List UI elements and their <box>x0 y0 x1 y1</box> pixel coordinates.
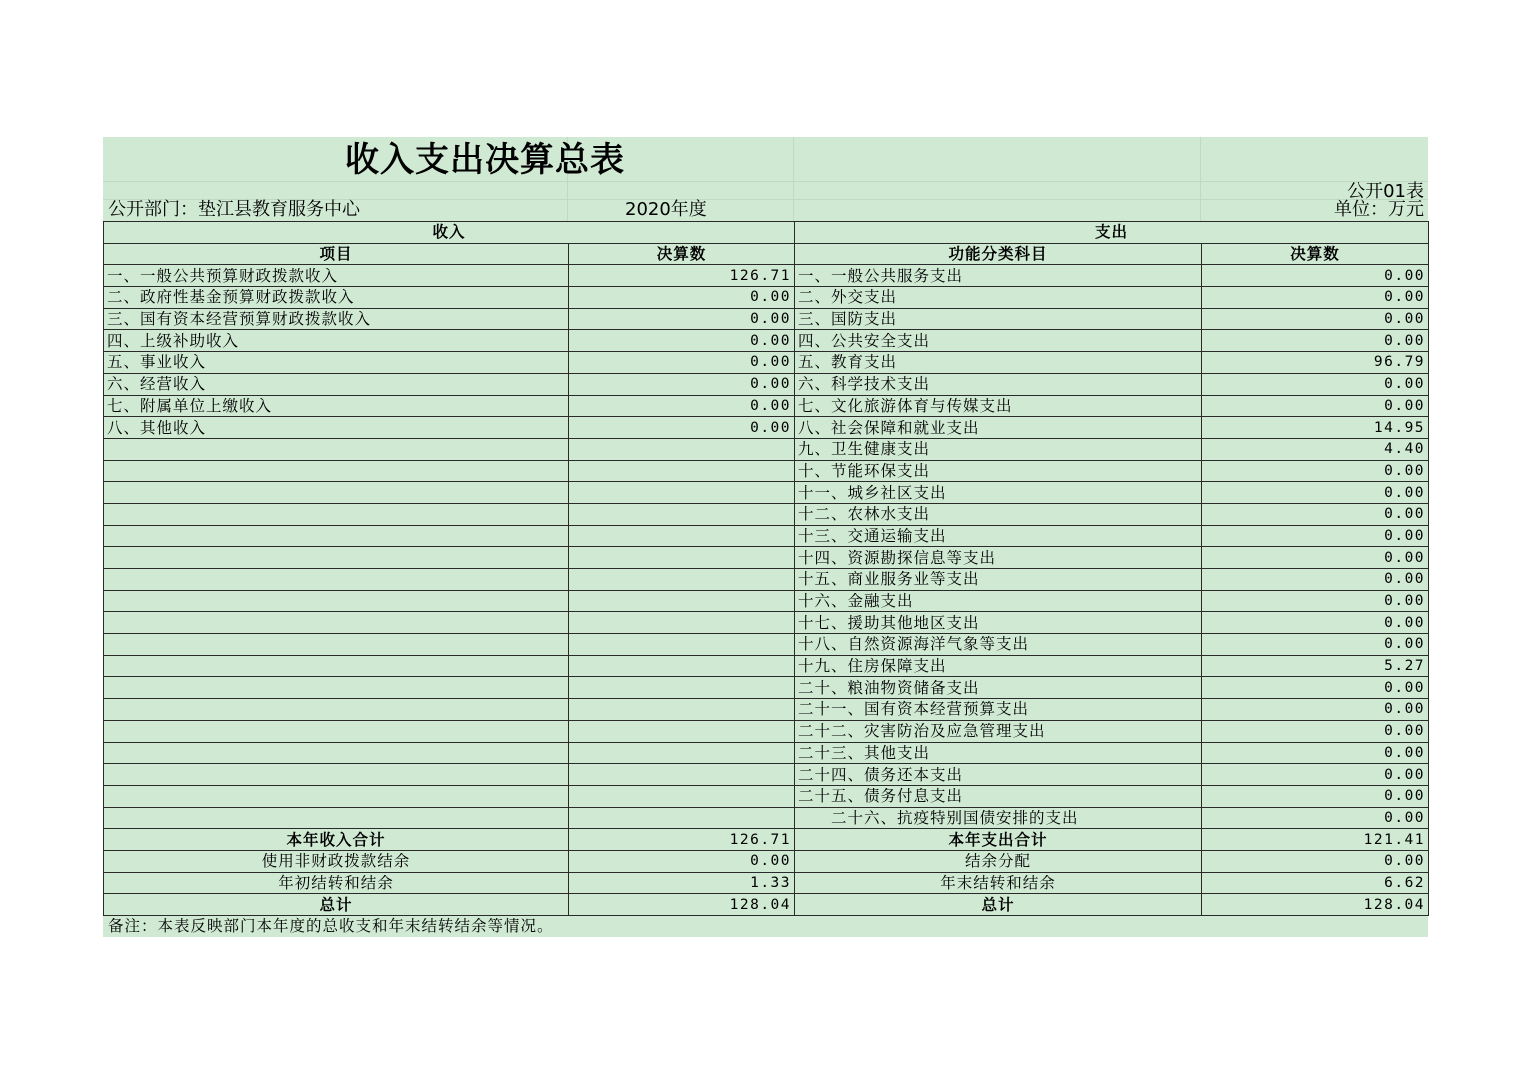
income-item-cell <box>104 677 569 699</box>
table-row <box>104 547 1429 569</box>
expense-item-cell: 十六、金融支出 <box>795 590 1202 612</box>
income-amount-cell <box>569 655 795 677</box>
table-row <box>104 742 1429 764</box>
table-row <box>104 764 1429 786</box>
income-amount-header: 决算数 <box>569 243 795 265</box>
expense-item-cell: 十、节能环保支出 <box>795 460 1202 482</box>
income-amount-cell <box>569 460 795 482</box>
income-amount-cell: 126.71 <box>569 265 795 287</box>
income-item-cell <box>104 699 569 721</box>
table-row <box>104 308 1429 330</box>
unit-label: 单位：万元 <box>1334 199 1424 220</box>
year-label: 2020年度 <box>625 199 707 220</box>
table-row <box>104 438 1429 460</box>
income-amount-cell: 0.00 <box>569 352 795 374</box>
expense-amount-cell: 0.00 <box>1202 395 1429 417</box>
table-row <box>104 590 1429 612</box>
expense-item-cell: 三、国防支出 <box>795 308 1202 330</box>
income-summary-label: 年初结转和结余 <box>104 872 569 894</box>
summary-row <box>104 850 1429 872</box>
table-row <box>104 395 1429 417</box>
expense-amount-header: 决算数 <box>1202 243 1429 265</box>
income-summary-label: 本年收入合计 <box>104 829 569 851</box>
expense-amount-cell: 0.00 <box>1202 330 1429 352</box>
income-amount-cell <box>569 807 795 829</box>
table-row <box>104 634 1429 656</box>
income-amount-cell <box>569 764 795 786</box>
table-row <box>104 287 1429 309</box>
table-row <box>104 677 1429 699</box>
expense-amount-cell: 0.00 <box>1202 482 1429 504</box>
expense-summary-value: 0.00 <box>1202 850 1429 872</box>
income-item-cell: 八、其他收入 <box>104 417 569 439</box>
table-row <box>104 612 1429 634</box>
income-summary-value: 128.04 <box>569 894 795 916</box>
expense-item-cell: 二、外交支出 <box>795 287 1202 309</box>
income-summary-value: 0.00 <box>569 850 795 872</box>
income-amount-cell <box>569 699 795 721</box>
expense-item-cell: 二十四、债务还本支出 <box>795 764 1202 786</box>
expense-item-cell: 十三、交通运输支出 <box>795 525 1202 547</box>
income-amount-cell <box>569 590 795 612</box>
income-amount-cell: 0.00 <box>569 287 795 309</box>
income-item-cell <box>104 438 569 460</box>
income-item-cell <box>104 634 569 656</box>
income-amount-cell <box>569 482 795 504</box>
table-row <box>104 265 1429 287</box>
expense-item-cell: 十一、城乡社区支出 <box>795 482 1202 504</box>
expense-amount-cell: 0.00 <box>1202 590 1429 612</box>
expense-item-cell: 一、一般公共服务支出 <box>795 265 1202 287</box>
table-row <box>104 807 1429 829</box>
income-amount-cell <box>569 612 795 634</box>
expense-item-cell: 二十三、其他支出 <box>795 742 1202 764</box>
income-amount-cell <box>569 503 795 525</box>
summary-row <box>104 894 1429 916</box>
income-summary-value: 126.71 <box>569 829 795 851</box>
income-amount-cell <box>569 785 795 807</box>
income-item-cell <box>104 525 569 547</box>
expense-summary-value: 6.62 <box>1202 872 1429 894</box>
expense-item-cell: 十八、自然资源海洋气象等支出 <box>795 634 1202 656</box>
expense-item-header: 功能分类科目 <box>795 243 1202 265</box>
expense-amount-cell: 4.40 <box>1202 438 1429 460</box>
income-amount-cell <box>569 677 795 699</box>
income-item-cell: 二、政府性基金预算财政拨款收入 <box>104 287 569 309</box>
income-item-cell <box>104 655 569 677</box>
income-item-cell <box>104 547 569 569</box>
income-amount-cell: 0.00 <box>569 330 795 352</box>
income-amount-cell: 0.00 <box>569 395 795 417</box>
income-item-cell: 七、附属单位上缴收入 <box>104 395 569 417</box>
summary-row <box>104 829 1429 851</box>
table-row <box>104 785 1429 807</box>
income-item-cell: 五、事业收入 <box>104 352 569 374</box>
income-section-header: 收入 <box>104 222 795 244</box>
income-amount-cell: 0.00 <box>569 308 795 330</box>
table-row <box>104 373 1429 395</box>
income-item-header: 项目 <box>104 243 569 265</box>
income-summary-label: 使用非财政拨款结余 <box>104 850 569 872</box>
expense-summary-value: 128.04 <box>1202 894 1429 916</box>
expense-item-cell: 十四、资源勘探信息等支出 <box>795 547 1202 569</box>
income-item-cell: 一、一般公共预算财政拨款收入 <box>104 265 569 287</box>
expense-summary-label: 结余分配 <box>795 850 1202 872</box>
income-item-cell <box>104 764 569 786</box>
expense-amount-cell: 0.00 <box>1202 547 1429 569</box>
table-row <box>104 330 1429 352</box>
income-item-cell: 四、上级补助收入 <box>104 330 569 352</box>
table-row <box>104 569 1429 591</box>
expense-item-cell: 二十一、国有资本经营预算支出 <box>795 699 1202 721</box>
expense-amount-cell: 0.00 <box>1202 699 1429 721</box>
table-row <box>104 655 1429 677</box>
expense-amount-cell: 0.00 <box>1202 612 1429 634</box>
income-amount-cell <box>569 742 795 764</box>
table-number: 公开01表 <box>1347 181 1424 202</box>
expense-amount-cell: 0.00 <box>1202 764 1429 786</box>
expense-item-cell: 二十六、抗疫特别国债安排的支出 <box>795 807 1202 829</box>
expense-amount-cell: 0.00 <box>1202 785 1429 807</box>
expense-item-cell: 二十二、灾害防治及应急管理支出 <box>795 720 1202 742</box>
income-amount-cell <box>569 634 795 656</box>
income-item-cell <box>104 720 569 742</box>
expense-amount-cell: 0.00 <box>1202 265 1429 287</box>
table-row <box>104 699 1429 721</box>
income-item-cell <box>104 482 569 504</box>
income-amount-cell: 0.00 <box>569 373 795 395</box>
income-item-cell <box>104 460 569 482</box>
expense-amount-cell: 14.95 <box>1202 417 1429 439</box>
spreadsheet <box>103 137 1428 937</box>
table-row <box>104 525 1429 547</box>
table-row <box>104 482 1429 504</box>
expense-amount-cell: 0.00 <box>1202 503 1429 525</box>
expense-amount-cell: 0.00 <box>1202 807 1429 829</box>
table-row <box>104 720 1429 742</box>
expense-item-cell: 七、文化旅游体育与传媒支出 <box>795 395 1202 417</box>
column-header-row <box>104 243 1429 265</box>
expense-amount-cell: 96.79 <box>1202 352 1429 374</box>
budget-table <box>103 221 1429 916</box>
income-item-cell <box>104 742 569 764</box>
income-item-cell <box>104 785 569 807</box>
table-row <box>104 503 1429 525</box>
expense-item-cell: 十二、农林水支出 <box>795 503 1202 525</box>
expense-amount-cell: 0.00 <box>1202 742 1429 764</box>
income-amount-cell: 0.00 <box>569 417 795 439</box>
summary-row <box>104 872 1429 894</box>
table-row <box>104 460 1429 482</box>
expense-item-cell: 二十五、债务付息支出 <box>795 785 1202 807</box>
income-amount-cell <box>569 547 795 569</box>
expense-summary-label: 本年支出合计 <box>795 829 1202 851</box>
expense-summary-value: 121.41 <box>1202 829 1429 851</box>
section-header-row <box>104 222 1429 244</box>
expense-item-cell: 二十、粮油物资储备支出 <box>795 677 1202 699</box>
income-item-cell <box>104 807 569 829</box>
income-amount-cell <box>569 525 795 547</box>
income-amount-cell <box>569 569 795 591</box>
income-item-cell: 三、国有资本经营预算财政拨款收入 <box>104 308 569 330</box>
income-item-cell <box>104 569 569 591</box>
expense-amount-cell: 0.00 <box>1202 373 1429 395</box>
department-label: 公开部门：垫江县教育服务中心 <box>108 199 360 220</box>
expense-item-cell: 十九、住房保障支出 <box>795 655 1202 677</box>
table-row <box>104 417 1429 439</box>
expense-amount-cell: 0.00 <box>1202 308 1429 330</box>
expense-amount-cell: 0.00 <box>1202 460 1429 482</box>
expense-amount-cell: 0.00 <box>1202 720 1429 742</box>
income-summary-label: 总计 <box>104 894 569 916</box>
expense-item-cell: 十五、商业服务业等支出 <box>795 569 1202 591</box>
income-item-cell <box>104 590 569 612</box>
expense-item-cell: 十七、援助其他地区支出 <box>795 612 1202 634</box>
expense-amount-cell: 0.00 <box>1202 569 1429 591</box>
expense-amount-cell: 0.00 <box>1202 287 1429 309</box>
expense-item-cell: 四、公共安全支出 <box>795 330 1202 352</box>
income-item-cell: 六、经营收入 <box>104 373 569 395</box>
expense-amount-cell: 0.00 <box>1202 677 1429 699</box>
expense-item-cell: 九、卫生健康支出 <box>795 438 1202 460</box>
income-item-cell <box>104 503 569 525</box>
income-amount-cell <box>569 438 795 460</box>
expense-summary-label: 总计 <box>795 894 1202 916</box>
expense-item-cell: 八、社会保障和就业支出 <box>795 417 1202 439</box>
table-row <box>104 352 1429 374</box>
expense-item-cell: 五、教育支出 <box>795 352 1202 374</box>
expense-section-header: 支出 <box>795 222 1429 244</box>
footnote: 备注：本表反映部门本年度的总收支和年末结转结余等情况。 <box>108 917 554 935</box>
expense-item-cell: 六、科学技术支出 <box>795 373 1202 395</box>
income-amount-cell <box>569 720 795 742</box>
expense-amount-cell: 0.00 <box>1202 525 1429 547</box>
page-title: 收入支出决算总表 <box>345 140 625 180</box>
expense-amount-cell: 0.00 <box>1202 634 1429 656</box>
sheet-header <box>103 137 1428 221</box>
expense-summary-label: 年末结转和结余 <box>795 872 1202 894</box>
income-summary-value: 1.33 <box>569 872 795 894</box>
income-item-cell <box>104 612 569 634</box>
expense-amount-cell: 5.27 <box>1202 655 1429 677</box>
